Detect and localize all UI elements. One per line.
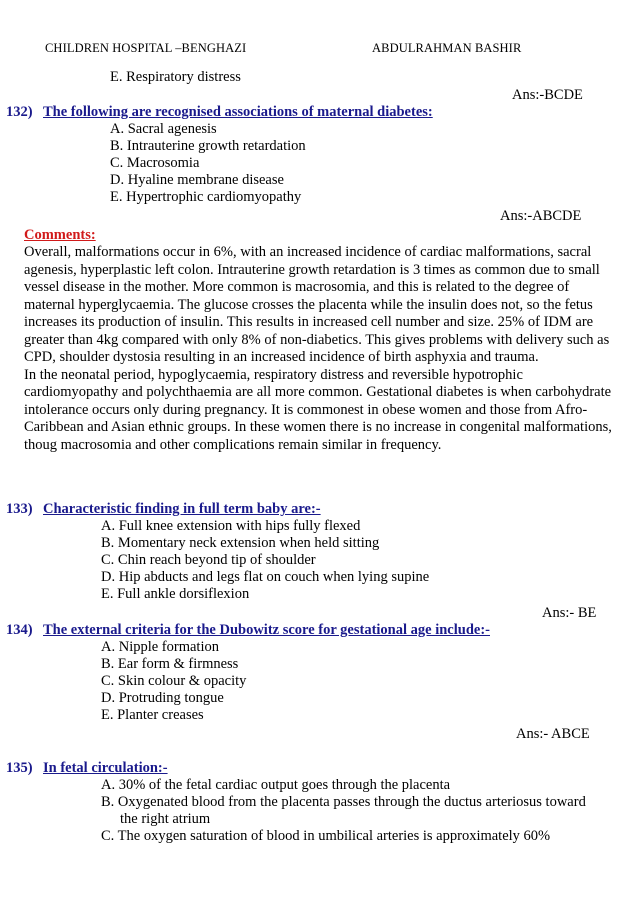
q135-number: 135) bbox=[6, 760, 33, 776]
q134-option-d: D. Protruding tongue bbox=[101, 690, 224, 706]
q132-option-c: C. Macrosomia bbox=[110, 155, 200, 171]
comments-body bbox=[24, 244, 618, 454]
q134-option-e: E. Planter creases bbox=[101, 707, 204, 723]
q133-option-b: B. Momentary neck extension when held sitting bbox=[101, 535, 380, 551]
q135-option-b: B. Oxygenated blood from the placenta passes through the ductus arteriosus toward bbox=[101, 794, 586, 810]
q134-option-a: A. Nipple formation bbox=[101, 639, 219, 655]
q132-question: The following are recognised associations of maternal diabetes: bbox=[43, 104, 433, 120]
comments-paragraph-2: In the neonatal period, hypoglycaemia, respiratory distress and reversible hypotrophic cardiomyopathy and polychthaemia are all more common. Gestational diabetes is when carbohydrate intolerance occurs only during pregnancy. It is commonest in obese women and those from Afro-Caribbean and Asian ethnic groups. In these women there is no increase in congenital malformations, thoug macrosomia and other complications remain similar in frequency. bbox=[24, 366, 612, 453]
q131-option-e: E. Respiratory distress bbox=[110, 69, 241, 85]
q131-answer: Ans:-BCDE bbox=[512, 87, 583, 103]
q133-option-d: D. Hip abducts and legs flat on couch when lying supine bbox=[101, 569, 430, 585]
q133-answer: Ans:- BE bbox=[542, 605, 597, 621]
q133-option-c: C. Chin reach beyond tip of shoulder bbox=[101, 552, 316, 568]
q135-option-c: C. The oxygen saturation of blood in umbilical arteries is approximately 60% bbox=[101, 828, 551, 844]
comments-title: Comments: bbox=[24, 227, 96, 243]
q135-option-a: A. 30% of the fetal cardiac output goes through the placenta bbox=[101, 777, 451, 793]
q133-option-a: A. Full knee extension with hips fully flexed bbox=[101, 518, 361, 534]
q135-question: In fetal circulation:- bbox=[43, 760, 168, 776]
q134-option-c: C. Skin colour & opacity bbox=[101, 673, 247, 689]
q132-number: 132) bbox=[6, 104, 33, 120]
q133-number: 133) bbox=[6, 501, 33, 517]
q133-question: Characteristic finding in full term baby are:- bbox=[43, 501, 321, 517]
q134-number: 134) bbox=[6, 622, 33, 638]
q134-answer: Ans:- ABCE bbox=[516, 726, 590, 742]
q133-option-e: E. Full ankle dorsiflexion bbox=[101, 586, 250, 602]
q132-option-d: D. Hyaline membrane disease bbox=[110, 172, 284, 188]
q134-option-b: B. Ear form & firmness bbox=[101, 656, 239, 672]
q132-option-a: A. Sacral agenesis bbox=[110, 121, 217, 137]
q134-question: The external criteria for the Dubowitz score for gestational age include:- bbox=[43, 622, 490, 638]
comments-paragraph-1: Overall, malformations occur in 6%, with an increased incidence of cardiac malformations, sacral agenesis, hyperplastic left colon. Intrauterine growth retardation is 3 times as common due to small vessel disease in the mother. More common is macrosomia, and this is related to the degree of maternal hyperglycaemia. The glucose crosses the placenta while the insulin does not, so the fetus increases its production of insulin. This results in increased cell number and size. 25% of IDM are greater than 4kg compared with only 8% of non-diabetics. This gives problems with delivery such as CPD, shoulder dystosia resulting in an increased incidence of birth asphyxia and trauma. bbox=[24, 244, 610, 365]
q132-option-b: B. Intrauterine growth retardation bbox=[110, 138, 306, 154]
q135-option-b-continued: the right atrium bbox=[120, 811, 211, 827]
q132-option-e: E. Hypertrophic cardiomyopathy bbox=[110, 189, 302, 205]
header-hospital: CHILDREN HOSPITAL –BENGHAZI bbox=[45, 41, 247, 55]
q132-answer: Ans:-ABCDE bbox=[500, 208, 582, 224]
header-author: ABDULRAHMAN BASHIR bbox=[372, 41, 522, 55]
